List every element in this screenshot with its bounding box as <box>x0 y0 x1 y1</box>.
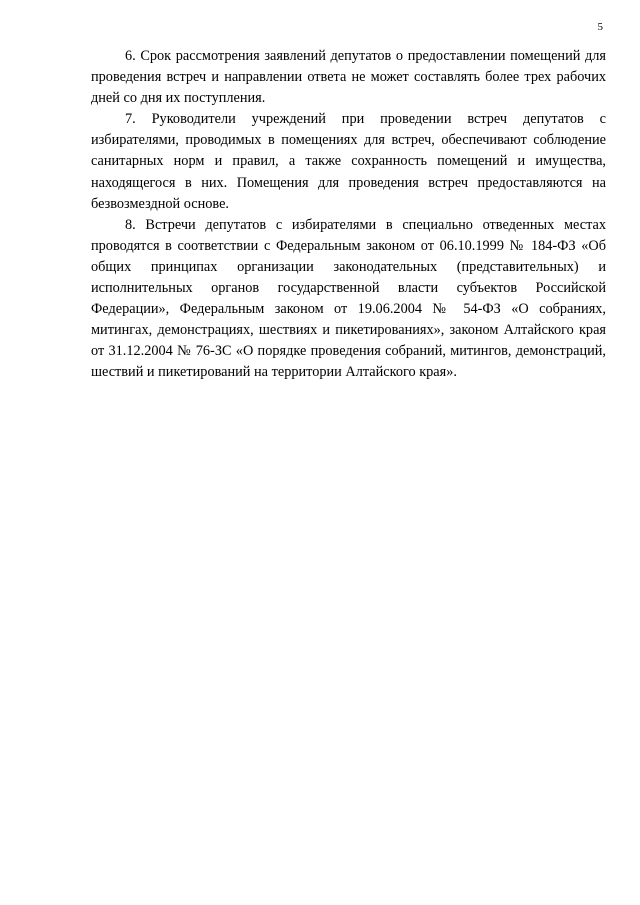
paragraph-7: 7. Руководители учреждений при проведении встреч депутатов с избирателями, проводимых в помещениях для встреч, обеспечивают соблюдение санитарных норм и правил, а также сохранность помещений и имущества, находящегося в них. Помещения для проведения встреч предоставляются на безвозмездной основе. <box>91 111 606 212</box>
paragraph-8: 8. Встречи депутатов с избирателями в специально отведенных местах проводятся в соответствии с Федеральным законом от 06.10.1999 № 184-ФЗ «Об общих принципах организации законодательных (представительных) и исполнительных органов государственной власти субъектов Российской Федерации», Федеральным законом от 19.06.2004 № 54-ФЗ «О собраниях, митингах, демонстрациях, шествиях и пикетированиях», законом Алтайского края от 31.12.2004 № 76-ЗС «О порядке проведения собраний, митингов, демонстраций, шествий и пикетирований на территории Алтайского края». <box>91 216 606 381</box>
paragraph-6: 6. Срок рассмотрения заявлений депутатов о предоставлении помещений для проведения встреч и направлении ответа не может составлять более трех рабочих дней со дня их поступления. <box>91 48 606 107</box>
document-body <box>91 46 606 384</box>
page-number: 5 <box>597 21 603 33</box>
